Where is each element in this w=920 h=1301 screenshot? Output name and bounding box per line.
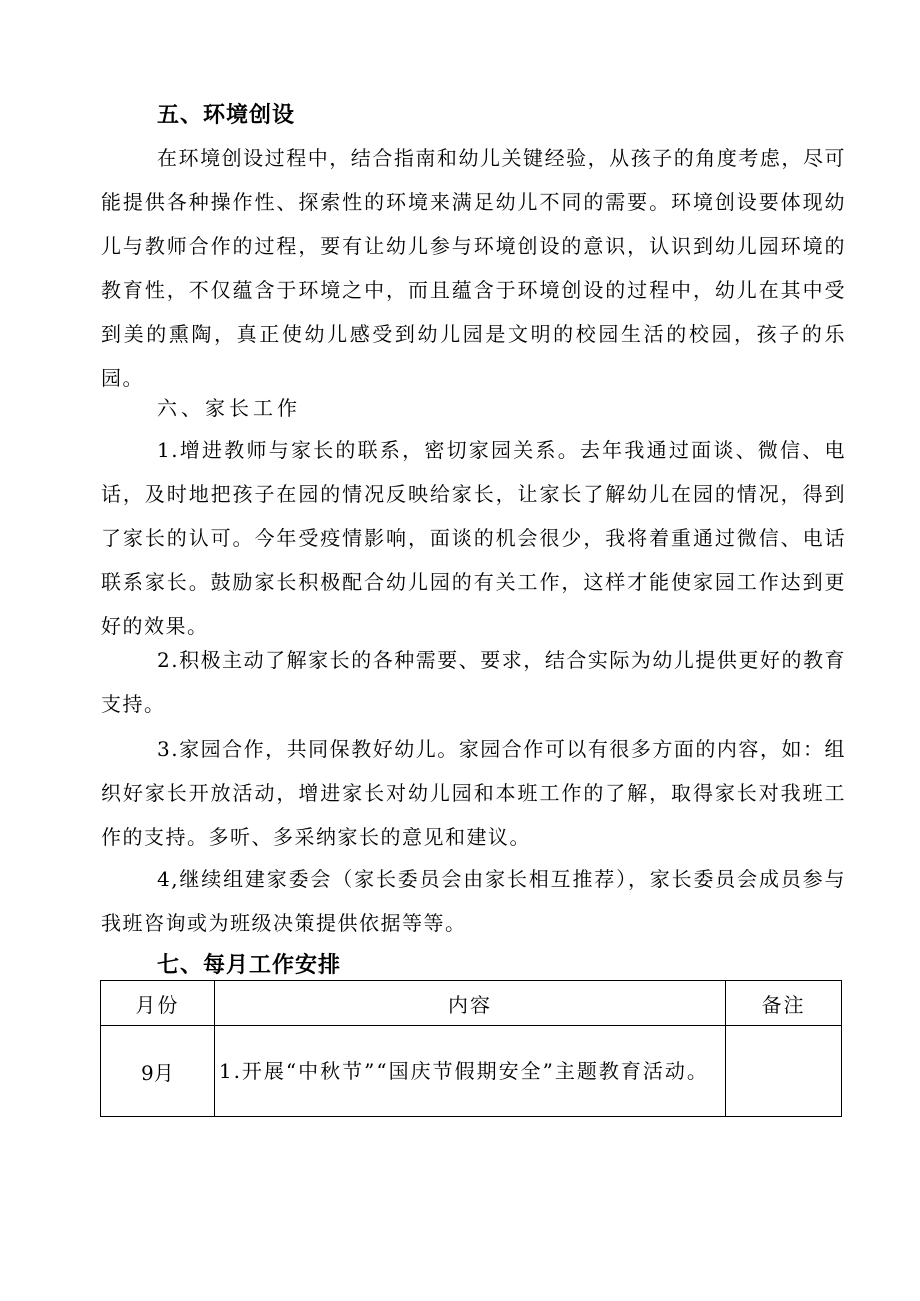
section-6-item-1: 1.增进教师与家长的联系，密切家园关系。去年我通过面谈、微信、电话，及时地把孩子在园的情况反映给家长，让家长了解幼儿在园的情况，得到了家长的认可。今年受疫情影响，面谈的机会很少，我将着重通过微信、电话联系家长。鼓励家长积极配合幼儿园的有关工作，这样才能使家园工作达到更好的效果。 [101,438,846,638]
header-content: 内容 [214,981,725,1026]
section-6-item-4: 4,继续组建家委会（家长委员会由家长相互推荐），家长委员会成员参与我班咨询或为班级决策提供依据等等。 [101,867,846,935]
header-month: 月份 [101,981,215,1026]
section-6-item-3: 3.家园合作，共同保教好幼儿。家园合作可以有很多方面的内容，如：组织好家长开放活动，增进家长对幼儿园和本班工作的了解，取得家长对我班工作的支持。多听、多采纳家长的意见和建议。 [101,737,846,849]
section-5-title: 五、环境创设 [157,103,296,128]
section-6-title: 六、家长工作 [157,396,301,420]
cell-note [726,1026,842,1117]
section-6-item-2: 2.积极主动了解家长的各种需要、要求，结合实际为幼儿提供更好的教育支持。 [101,648,846,716]
cell-month: 9月 [101,1026,215,1117]
section-5-paragraph: 在环境创设过程中，结合指南和幼儿关键经验，从孩子的角度考虑，尽可能提供各种操作性、探索性的环境来满足幼儿不同的需要。环境创设要体现幼儿与教师合作的过程，要有让幼儿参与环境创设的意识，认识到幼儿园环境的教育性，不仅蕴含于环境之中，而且蕴含于环境创设的过程中，幼儿在其中受到美的熏陶，真正使幼儿感受到幼儿园是文明的校园生活的校园，孩子的乐园。 [101,146,846,390]
cell-content: 1.开展“中秋节”“国庆节假期安全”主题教育活动。 [214,1026,725,1117]
table-header-row [101,981,842,1026]
header-note: 备注 [726,981,842,1026]
monthly-plan-table [100,980,842,1117]
table-row [101,1026,842,1117]
section-7-title: 七、每月工作安排 [157,953,342,978]
